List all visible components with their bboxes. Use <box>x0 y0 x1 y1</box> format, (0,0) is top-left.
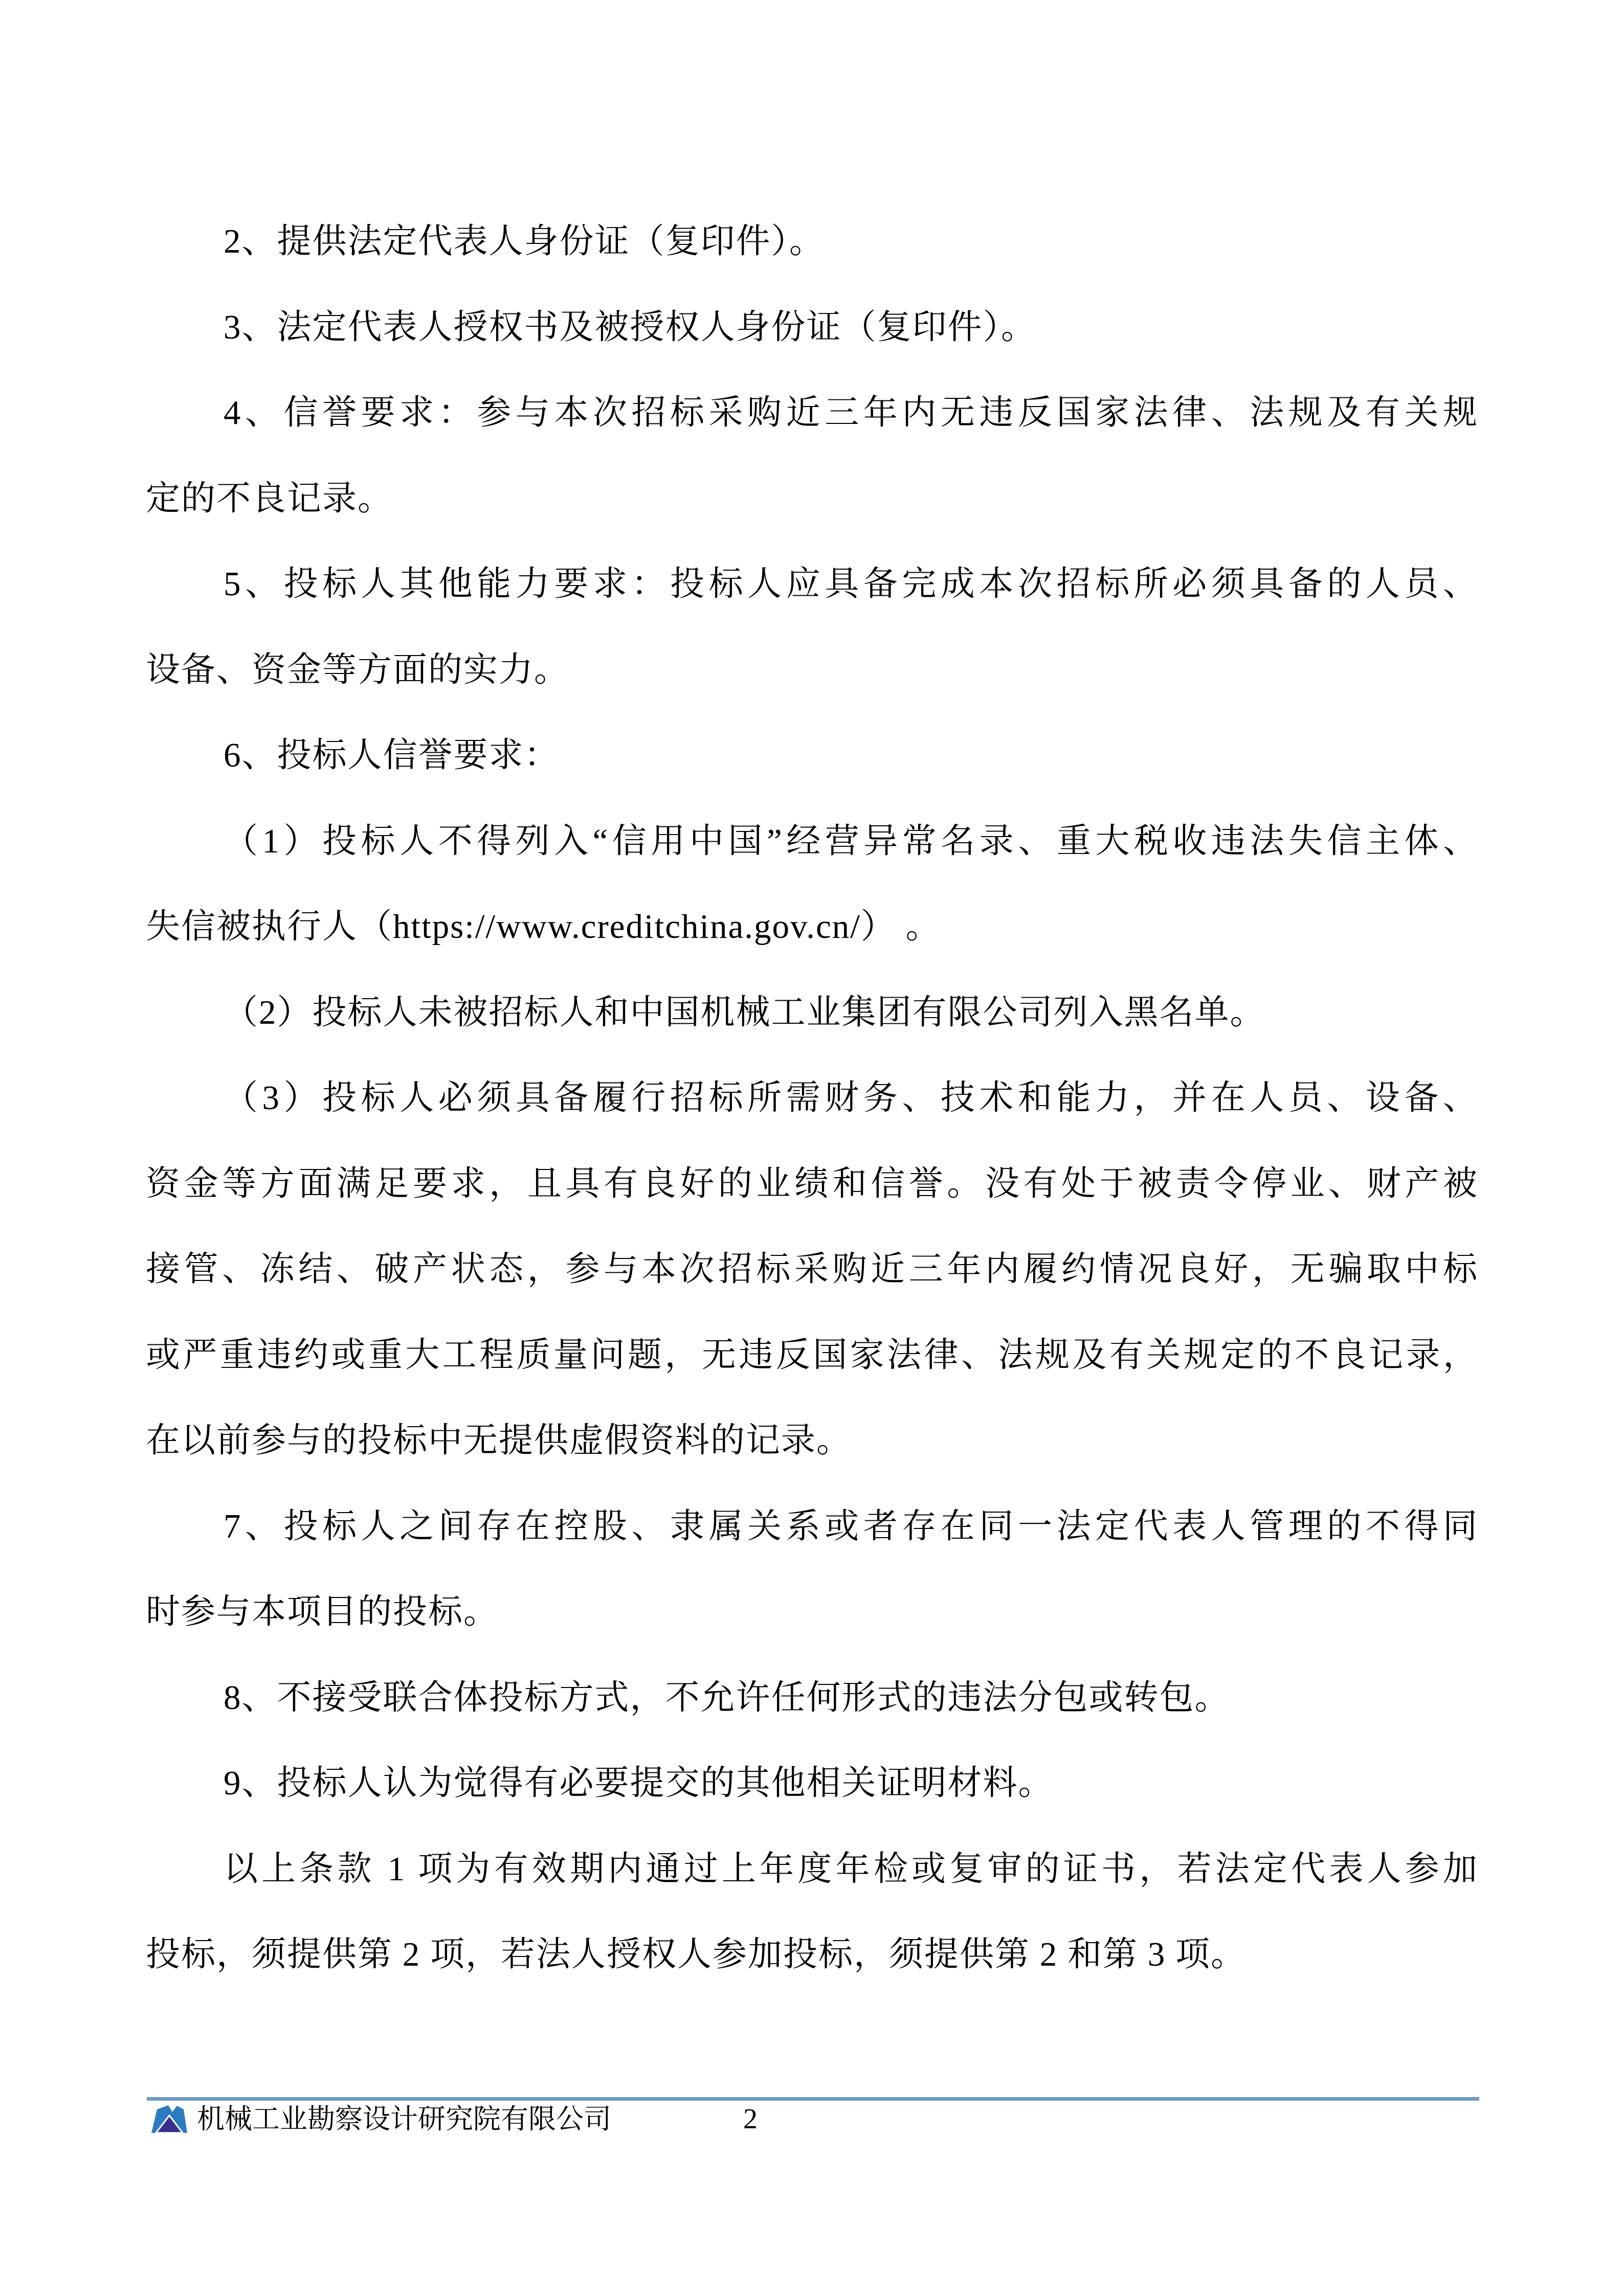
text-line: 4、信誉要求：参与本次招标采购近三年内无违反国家法律、法规及有关规 <box>224 394 1478 432</box>
text-line: （3）投标人必须具备履行招标所需财务、技术和能力，并在人员、设备、 <box>224 1079 1478 1117</box>
text-line: 资金等方面满足要求，且具有良好的业绩和信誉。没有处于被责令停业、财产被 <box>146 1164 1478 1203</box>
text-line: 5、投标人其他能力要求：投标人应具备完成本次招标所必须具备的人员、 <box>224 565 1478 603</box>
text-line: 7、投标人之间存在控股、隶属关系或者存在同一法定代表人管理的不得同 <box>224 1507 1478 1545</box>
text-line: 8、不接受联合体投标方式，不允许任何形式的违法分包或转包。 <box>224 1678 1230 1717</box>
text-line: 3、法定代表人授权书及被授权人身份证（复印件）。 <box>224 308 1036 346</box>
text-line: 以上条款 1 项为有效期内通过上年度年检或复审的证书，若法定代表人参加 <box>224 1850 1478 1888</box>
page-footer <box>150 2102 758 2136</box>
text-line: 设备、资金等方面的实力。 <box>146 650 569 689</box>
text-line: 失信被执行人（https://www.creditchina.gov.cn/） 。 <box>146 908 941 946</box>
text-line: 6、投标人信誉要求： <box>224 736 560 774</box>
page-number: 2 <box>743 2103 758 2135</box>
text-line: 时参与本项目的投标。 <box>146 1593 499 1631</box>
text-line: 定的不良记录。 <box>146 479 393 517</box>
text-line: （1）投标人不得列入“信用中国”经营异常名录、重大税收违法失信主体、 <box>224 822 1478 860</box>
text-line: 接管、冻结、破产状态，参与本次招标采购近三年内履约情况良好，无骗取中标 <box>146 1250 1478 1288</box>
text-line: （2）投标人未被招标人和中国机械工业集团有限公司列入黑名单。 <box>224 993 1265 1031</box>
text-line: 2、提供法定代表人身份证（复印件）。 <box>224 222 825 260</box>
company-logo-icon <box>150 2103 189 2135</box>
footer-rule <box>147 2097 1479 2101</box>
text-line: 9、投标人认为觉得有必要提交的其他相关证明材料。 <box>224 1764 1054 1802</box>
footer-company-name: 机械工业勘察设计研究院有限公司 <box>197 2104 611 2134</box>
text-line: 在以前参与的投标中无提供虚假资料的记录。 <box>146 1422 852 1459</box>
text-line: 或严重违约或重大工程质量问题，无违反国家法律、法规及有关规定的不良记录， <box>146 1336 1478 1374</box>
text-line: 投标，须提供第 2 项，若法人授权人参加投标，须提供第 2 和第 3 项。 <box>146 1935 1246 1973</box>
